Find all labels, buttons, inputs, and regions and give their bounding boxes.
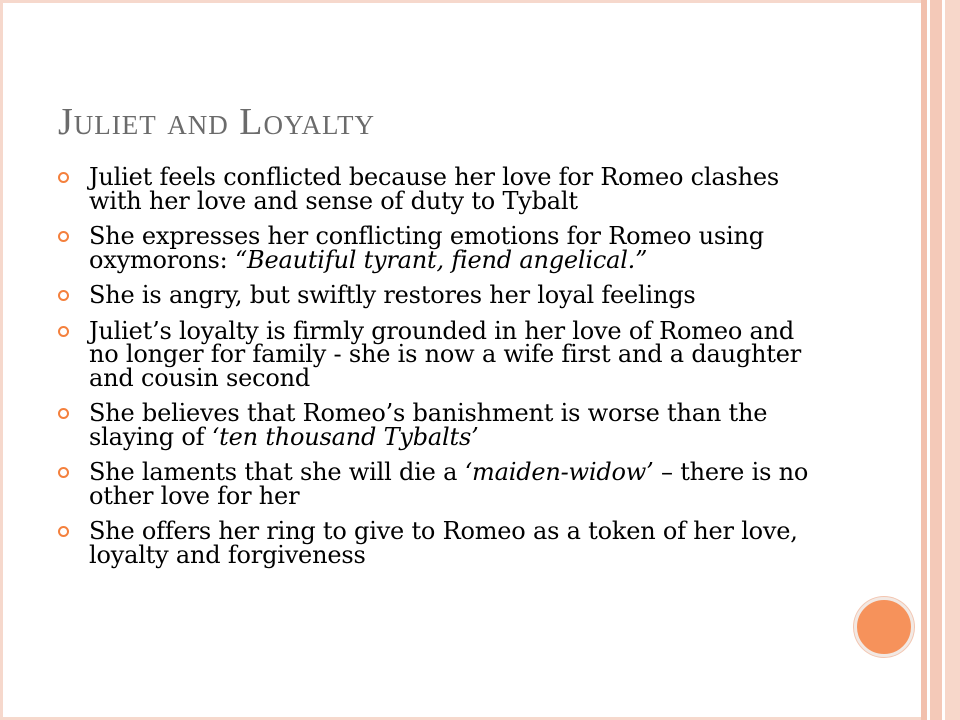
slide-title: Juliet and Loyalty [58, 101, 375, 143]
bullet-item [58, 163, 828, 215]
bullet-item [58, 458, 828, 510]
bullet-quote: “Beautiful tyrant, fiend angelical.” [234, 245, 648, 274]
bullet-text: She offers her ring to give to Romeo as a token of her love, loyalty and forgiveness [89, 517, 798, 569]
bullet-text: She believes that Romeo’s banishment is worse than the slaying of [89, 399, 768, 451]
bullet-circle-icon [58, 231, 69, 242]
bullet-text: Juliet’s loyalty is firmly grounded in her love of Romeo and no longer for family - she is now a wife first and a daughter and cousin second [89, 316, 802, 392]
frame-top-border [0, 0, 924, 3]
bullet-item [58, 281, 828, 309]
bullet-item [58, 399, 828, 451]
bullet-circle-icon [58, 467, 69, 478]
bullet-item [58, 222, 828, 274]
bullet-circle-icon [58, 326, 69, 337]
bullet-quote: ‘maiden-widow’ [464, 458, 654, 486]
bullet-text: – there is no other love for her [89, 458, 809, 510]
decorative-stripe [930, 0, 942, 720]
decorative-stripe [945, 0, 960, 720]
bullet-circle-icon [58, 290, 69, 301]
bullet-list [58, 163, 828, 579]
bullet-text: Juliet feels conflicted because her love for Romeo clashes with her love and sense of duty to Tybalt [89, 163, 779, 215]
decorative-orange-circle [854, 597, 914, 657]
bullet-circle-icon [58, 408, 69, 419]
bullet-circle-icon [58, 172, 69, 183]
bullet-text: She is angry, but swiftly restores her loyal feelings [89, 281, 696, 309]
bullet-text: She laments that she will die a [89, 458, 465, 486]
bullet-circle-icon [58, 526, 69, 537]
bullet-quote: ‘ten thousand Tybalts’ [211, 422, 479, 451]
bullet-text: She expresses her conflicting emotions for Romeo using oxymorons: [89, 222, 764, 274]
bullet-item [58, 517, 828, 569]
frame-left-border [0, 0, 3, 720]
bullet-item [58, 316, 828, 392]
